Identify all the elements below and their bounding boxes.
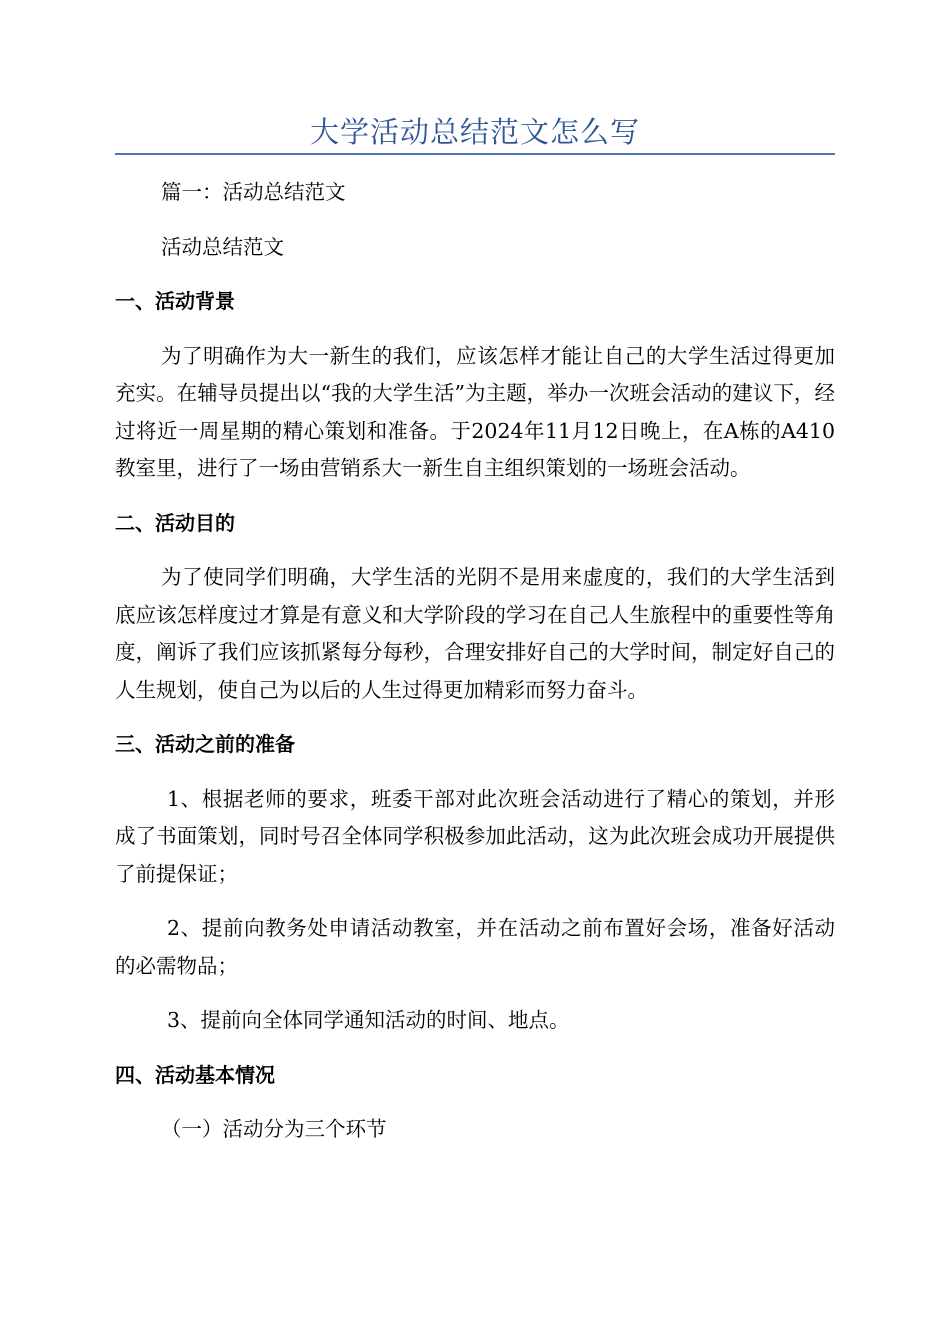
preparation-item-2: 2、提前向教务处申请活动教室，并在活动之前布置好会场，准备好活动的必需物品； [115,916,835,978]
subtitle: 活动总结范文 [161,234,284,259]
section-heading-preparation: 三、活动之前的准备 [115,732,295,756]
part-heading: 篇一：活动总结范文 [161,180,346,204]
overview-subheading-1: （一）活动分为三个环节 [161,1117,387,1141]
section-heading-background: 一、活动背景 [115,289,235,313]
section-body-background: 为了明确作为大一新生的我们，应该怎样才能让自己的大学生活过得更加充实。在辅导员提出以“我的大学生活”为主题，举办一次班会活动的建议下，经过将近一周星期的精心策划和准备。于2024年11月12日晚上，在A栋的A410教室里，进行了一场由营销系大一新生自主组织策划的一场班会活动。 [115,343,835,480]
title-underline [115,153,835,155]
preparation-item-3: 3、提前向全体同学通知活动的时间、地点。 [167,1008,570,1032]
section-body-purpose: 为了使同学们明确，大学生活的光阴不是用来虚度的，我们的大学生活到底应该怎样度过才算是有意义和大学阶段的学习在自己人生旅程中的重要性等角度，阐诉了我们应该抓紧每分每秒，合理安排好自己的大学时间，制定好自己的人生规划，使自己为以后的人生过得更加精彩而努力奋斗。 [115,565,835,702]
document-title: 大学活动总结范文怎么写 [309,115,640,149]
section-heading-purpose: 二、活动目的 [115,510,235,535]
document-body [115,174,835,1149]
preparation-item-1: 1、根据老师的要求，班委干部对此次班会活动进行了精心的策划，并形成了书面策划，同时号召全体同学积极参加此活动，这为此次班会成功开展提供了前提保证； [115,786,835,886]
section-heading-overview: 四、活动基本情况 [115,1062,275,1087]
